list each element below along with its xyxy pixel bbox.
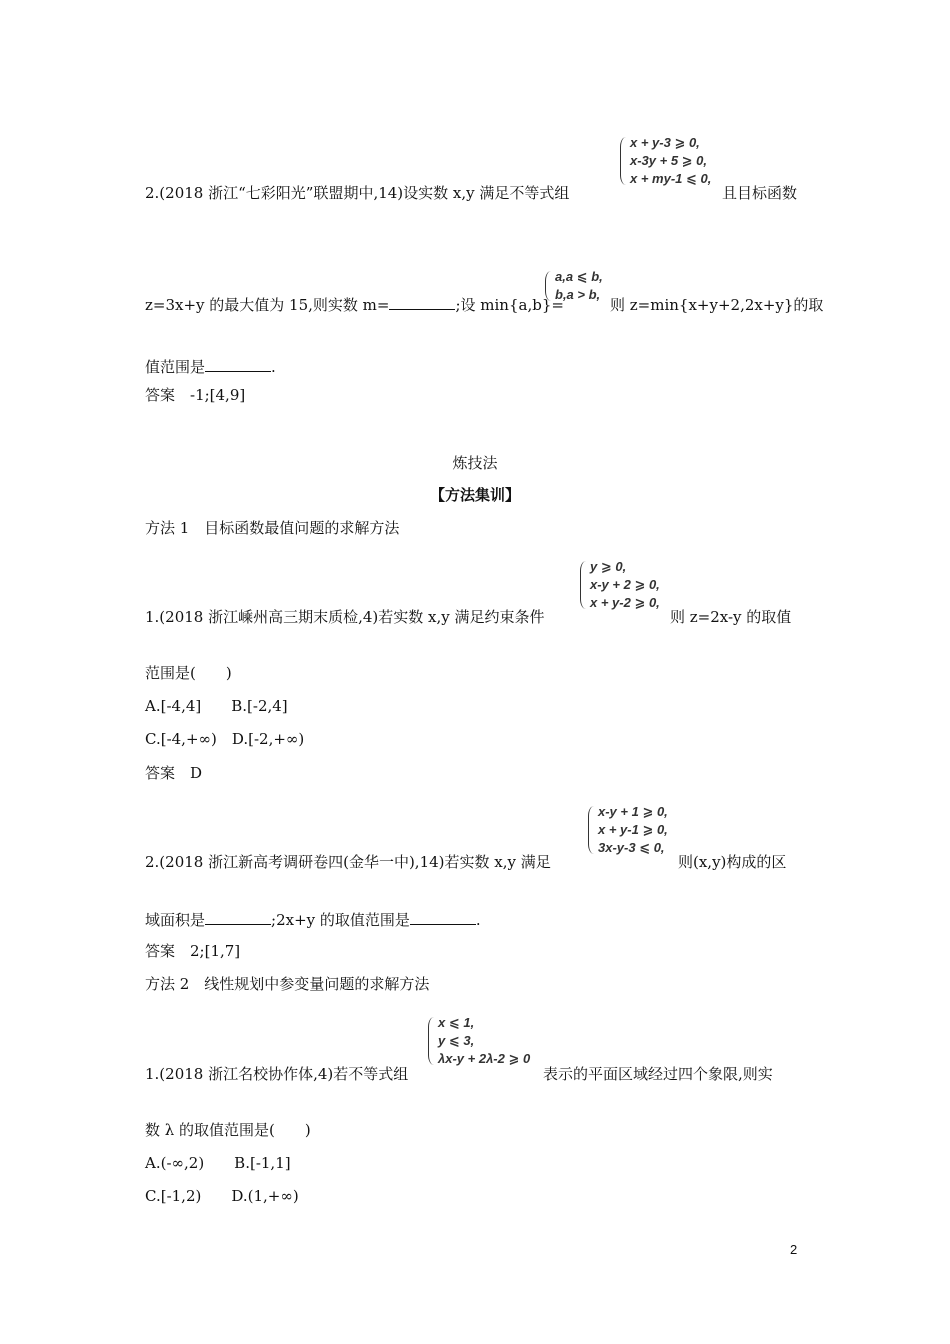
answer-blank-m <box>389 295 455 310</box>
m1-q2-line1-tail: 则(x,y)构成的区 <box>678 853 787 871</box>
m1-q2-line1-text: 2.(2018 浙江新高考调研卷四(金华一中),14)若实数 x,y 满足 <box>145 853 551 871</box>
m1-q2-line2-text-b: ;2x+y 的取值范围是 <box>271 911 410 929</box>
m1-q1-constraint-system <box>580 558 660 612</box>
m1-q1-answer: 答案 D <box>145 764 203 782</box>
min-definition-system <box>545 268 603 304</box>
section-subtitle: 【方法集训】 <box>429 486 520 504</box>
m1-q2-line2-end: . <box>475 911 481 929</box>
m2-q1-line1-text: 1.(2018 浙江名校协作体,4)若不等式组 <box>145 1065 409 1083</box>
answer-blank-area <box>205 910 271 925</box>
m1-q2-constraint-system <box>588 803 668 857</box>
answer-blank-range-2 <box>410 910 476 925</box>
min-def-2: b,a > b, <box>555 287 601 302</box>
m1-q1-line1-tail: 则 z=2x-y 的取值 <box>670 608 792 626</box>
q2-line3 <box>145 357 276 377</box>
m1-q2-ineq-2: x + y-1 ⩾ 0, <box>598 822 668 837</box>
q2-line2-text-b: ;设 min{a,b}= <box>455 296 564 314</box>
q2-ineq-1: x + y-3 ⩾ 0, <box>630 135 700 150</box>
m1-q2-answer: 答案 2;[1,7] <box>145 942 241 960</box>
m2-q1-ineq-2: y ⩽ 3, <box>438 1033 475 1048</box>
method2-title: 方法 2 线性规划中参变量问题的求解方法 <box>145 975 430 993</box>
method1-title: 方法 1 目标函数最值问题的求解方法 <box>145 519 400 537</box>
m2-q1-ineq-1: x ⩽ 1, <box>438 1015 475 1030</box>
m2-q1-line2: 数 λ 的取值范围是( ) <box>145 1121 311 1139</box>
q2-ineq-2: x-3y + 5 ⩾ 0, <box>630 153 708 168</box>
q2-line2 <box>145 295 564 315</box>
m2-q1-line1-tail: 表示的平面区域经过四个象限,则实 <box>543 1065 773 1083</box>
q2-line2-tail: 则 z=min{x+y+2,2x+y}的取 <box>610 296 824 314</box>
q2-line2-text-a: z=3x+y 的最大值为 15,则实数 m= <box>145 296 390 314</box>
m1-q1-ineq-3: x + y-2 ⩾ 0, <box>590 595 660 610</box>
q2-line1-tail: 且目标函数 <box>722 184 798 202</box>
q2-line3-text: 值范围是 <box>145 358 206 376</box>
page-number: 2 <box>790 1242 798 1257</box>
m1-q1-line2: 范围是( ) <box>145 664 232 682</box>
m1-q1-ineq-2: x-y + 2 ⩾ 0, <box>590 577 660 592</box>
m1-q1-ineq-1: y ⩾ 0, <box>590 559 627 574</box>
m1-q2-line2 <box>145 910 481 930</box>
m2-q1-options-row2: C.[-1,2) D.(1,+∞) <box>145 1187 299 1205</box>
m1-q2-ineq-3: 3x-y-3 ⩽ 0, <box>598 840 665 855</box>
m2-q1-inequality-system <box>428 1014 530 1068</box>
answer-blank-range <box>205 357 271 372</box>
q2-inequality-system <box>620 134 711 188</box>
section-title: 炼技法 <box>452 454 498 472</box>
m1-q1-options-row2: C.[-4,+∞) D.[-2,+∞) <box>145 730 305 748</box>
m2-q1-ineq-3: λx-y + 2λ-2 ⩾ 0 <box>438 1051 531 1066</box>
q2-ineq-3: x + my-1 ⩽ 0, <box>630 171 712 186</box>
m1-q1-line1-text: 1.(2018 浙江嵊州高三期末质检,4)若实数 x,y 满足约束条件 <box>145 608 545 626</box>
q2-line1-text: 2.(2018 浙江“七彩阳光”联盟期中,14)设实数 x,y 满足不等式组 <box>145 184 570 202</box>
q2-answer: 答案 -1;[4,9] <box>145 386 246 404</box>
m1-q2-line2-text-a: 域面积是 <box>145 911 206 929</box>
q2-line3-end: . <box>271 358 276 376</box>
m2-q1-options-row1: A.(-∞,2) B.[-1,1] <box>145 1154 291 1172</box>
m1-q2-ineq-1: x-y + 1 ⩾ 0, <box>598 804 668 819</box>
m1-q1-options-row1: A.[-4,4] B.[-2,4] <box>145 697 288 715</box>
min-def-1: a,a ⩽ b, <box>555 269 603 284</box>
